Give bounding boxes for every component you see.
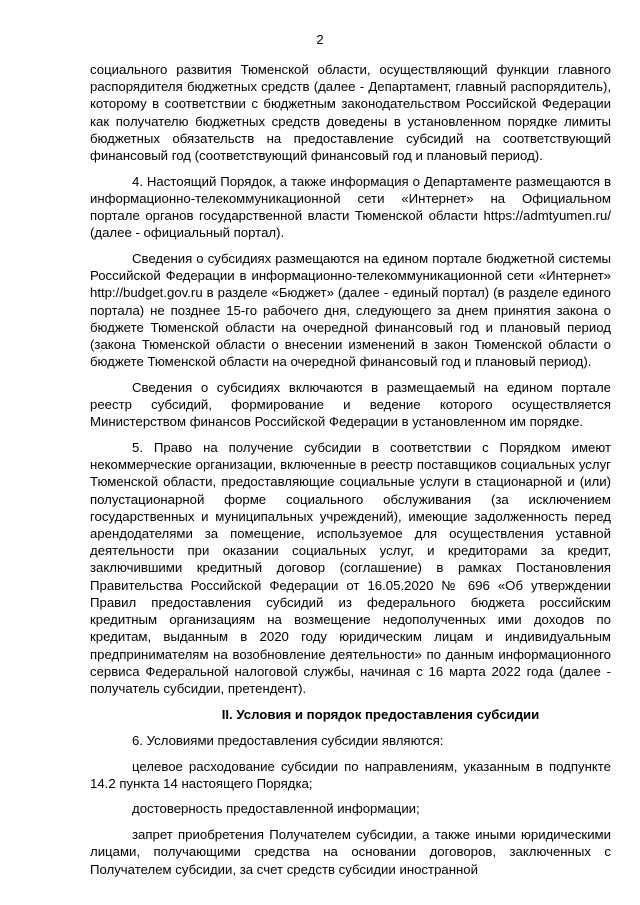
paragraph-condition-target-use: целевое расходование субсидии по направлениям, указанным в подпункте 14.2 пункта 14 настоящего Порядка; — [90, 758, 611, 791]
paragraph-condition-accuracy: достоверность предоставленной информации; — [132, 801, 420, 817]
page-number: 2 — [316, 32, 324, 47]
section-heading: II. Условия и порядок предоставления субсидии — [221, 706, 540, 722]
paragraph-item-4: 4. Настоящий Порядок, а также информация о Департаменте размещаются в информационно-телекоммуникационной сети «Интернет» на Официальном портале органов государственной власти Тюменской области https://admtyumen.ru/ (далее - официальный портал). — [90, 173, 611, 241]
paragraph-item-6: 6. Условиями предоставления субсидии являются: — [132, 732, 444, 748]
paragraph-department-continuation: социального развития Тюменской области, осуществляющий функции главного распорядителя бюджетных средств (далее - Департамент, главный распорядитель), которому в соответствии с бюджетным законодательством Российской Федерации как получателю бюджетных средств доведены в установленном порядке лимиты бюджетных обязательств на предоставление субсидий на соответствующий финансовый год (соответствующий финансовый год и плановый период). — [90, 62, 611, 164]
paragraph-subsidy-registry: Сведения о субсидиях включаются в размещаемый на едином портале реестр субсидий, формирование и ведение которого осуществляется Министерством финансов Российской Федерации в установленном им порядке. — [90, 379, 611, 430]
paragraph-subsidy-info-placement: Сведения о субсидиях размещаются на едином портале бюджетной системы Российской Федерации в информационно-телекоммуникационной сети «Интернет» http://budget.gov.ru в разделе «Бюджет» (далее - единый портал) (в разделе единого портала) не позднее 15-го рабочего дня, следующего за днем принятия закона о бюджете Тюменской области на очередной финансовый год и плановый период (закона Тюменской области о внесении изменений в закон Тюменской области о бюджете Тюменской области на очередной финансовый год и плановый период). — [90, 251, 611, 370]
document-body — [90, 61, 611, 886]
paragraph-condition-foreign-currency-ban: запрет приобретения Получателем субсидии, а также иными юридическими лицами, получающими средства на основании договоров, заключенных с Получателем субсидии, за счет средств субсидии иностранной — [90, 827, 611, 877]
paragraph-item-5: 5. Право на получение субсидии в соответствии с Порядком имеют некоммерческие организации, включенные в реестр поставщиков социальных услуг Тюменской области, предоставляющие социальные услуги в стационарной и (или) полустационарной форме социального обслуживания (за исключением государственных и муниципальных учреждений), имеющие задолженность перед арендодателями за помещение, используемое для осуществления уставной деятельности при оказании социальных услуг, и кредиторами за кредит, заключившими кредитный договор (соглашение) в рамках Постановления Правительства Российской Федерации от 16.05.2020 № 696 «Об утверждении Правил предоставления субсидий из федерального бюджета российским кредитным организациям на возмещение недополученных ими доходов по кредитам, выданным в 2020 году юридическим лицам и индивидуальным предпринимателям на возобновление деятельности» по данным информационного сервиса Федеральной налоговой службы, начиная с 16 марта 2022 года (далее - получатель субсидии, претендент). — [90, 440, 611, 696]
